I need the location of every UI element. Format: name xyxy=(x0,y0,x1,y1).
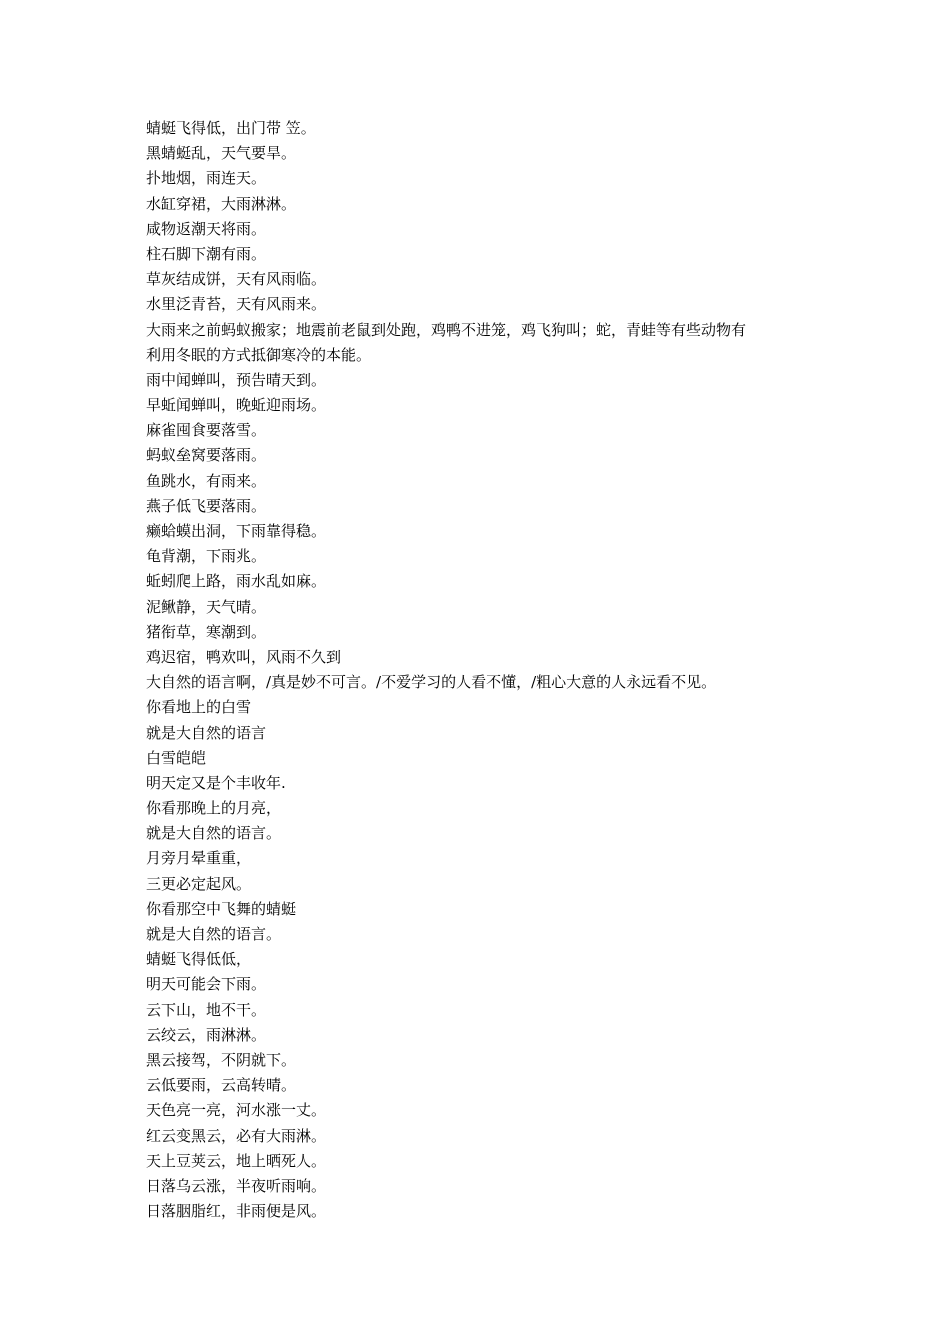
text-line: 泥鳅静，天气晴。 xyxy=(146,597,267,616)
text-line: 麻雀囤食要落雪。 xyxy=(146,421,267,440)
text-line: 就是大自然的语言 xyxy=(146,723,267,742)
text-line: 利用冬眠的方式抵御寒冷的本能。 xyxy=(146,345,372,364)
text-line: 草灰结成饼，天有风雨临。 xyxy=(146,270,327,289)
text-line: 大雨来之前蚂蚁搬家；地震前老鼠到处跑，鸡鸭不进笼，鸡飞狗叫；蛇，青蛙等有些动物有 xyxy=(146,320,747,339)
text-line: 你看那空中飞舞的蜻蜓 xyxy=(146,899,297,918)
text-line: 蚯蚓爬上路，雨水乱如麻。 xyxy=(146,572,327,591)
text-body xyxy=(146,116,826,1224)
text-line: 三更必定起风。 xyxy=(146,874,252,893)
text-line: 你看那晚上的月亮， xyxy=(146,799,282,818)
text-line: 扑地烟，雨连天。 xyxy=(146,169,267,188)
text-line: 蜻蜓飞得低低， xyxy=(146,950,252,969)
text-line: 你看地上的白雪 xyxy=(146,698,252,717)
text-line: 日落乌云涨，半夜听雨响。 xyxy=(146,1176,327,1195)
text-line: 蜻蜓飞得低，出门带 笠。 xyxy=(146,119,316,137)
text-line: 龟背潮，下雨兆。 xyxy=(146,547,267,566)
text-line: 云绞云，雨淋淋。 xyxy=(146,1025,267,1044)
text-line: 云下山，地不干。 xyxy=(146,1000,267,1019)
text-line: 明天定又是个丰收年. xyxy=(146,773,286,792)
text-line: 就是大自然的语言。 xyxy=(146,824,282,843)
text-line: 蚂蚁垒窝要落雨。 xyxy=(146,446,267,465)
text-line: 月旁月晕重重， xyxy=(146,849,252,868)
text-line: 雨中闻蝉叫，预告晴天到。 xyxy=(146,370,327,389)
text-line: 癞蛤蟆出洞，下雨靠得稳。 xyxy=(146,522,327,540)
text-line: 大自然的语言啊，/真是妙不可言。/不爱学习的人看不懂，/粗心大意的人永远看不见。 xyxy=(146,673,717,692)
text-line: 天色亮一亮，河水涨一丈。 xyxy=(146,1101,327,1120)
text-line: 云低要雨，云高转晴。 xyxy=(146,1076,297,1095)
text-line: 天上豆荚云，地上晒死人。 xyxy=(146,1151,327,1170)
text-line: 红云变黑云，必有大雨淋。 xyxy=(146,1126,327,1145)
text-line: 水里泛青苔，天有风雨来。 xyxy=(146,295,327,314)
text-line: 柱石脚下潮有雨。 xyxy=(146,244,267,263)
text-line: 鸡迟宿，鸭欢叫，风雨不久到 xyxy=(146,647,342,666)
text-line: 早蚯闻蝉叫，晚蚯迎雨场。 xyxy=(146,396,327,415)
text-line: 黑云接驾，不阴就下。 xyxy=(146,1050,297,1069)
text-line: 猪衔草，寒潮到。 xyxy=(146,622,267,641)
text-line: 白雪皑皑 xyxy=(146,748,207,767)
text-line: 鱼跳水，有雨来。 xyxy=(146,471,267,490)
text-line: 水缸穿裙，大雨淋淋。 xyxy=(146,194,297,213)
text-line: 黑蜻蜓乱，天气要旱。 xyxy=(146,144,297,163)
text-line: 燕子低飞要落雨。 xyxy=(146,496,267,515)
text-line: 明天可能会下雨。 xyxy=(146,975,267,994)
text-line: 日落胭脂红，非雨便是风。 xyxy=(146,1202,327,1221)
text-line: 就是大自然的语言。 xyxy=(146,925,282,943)
text-line: 咸物返潮天将雨。 xyxy=(146,219,267,238)
